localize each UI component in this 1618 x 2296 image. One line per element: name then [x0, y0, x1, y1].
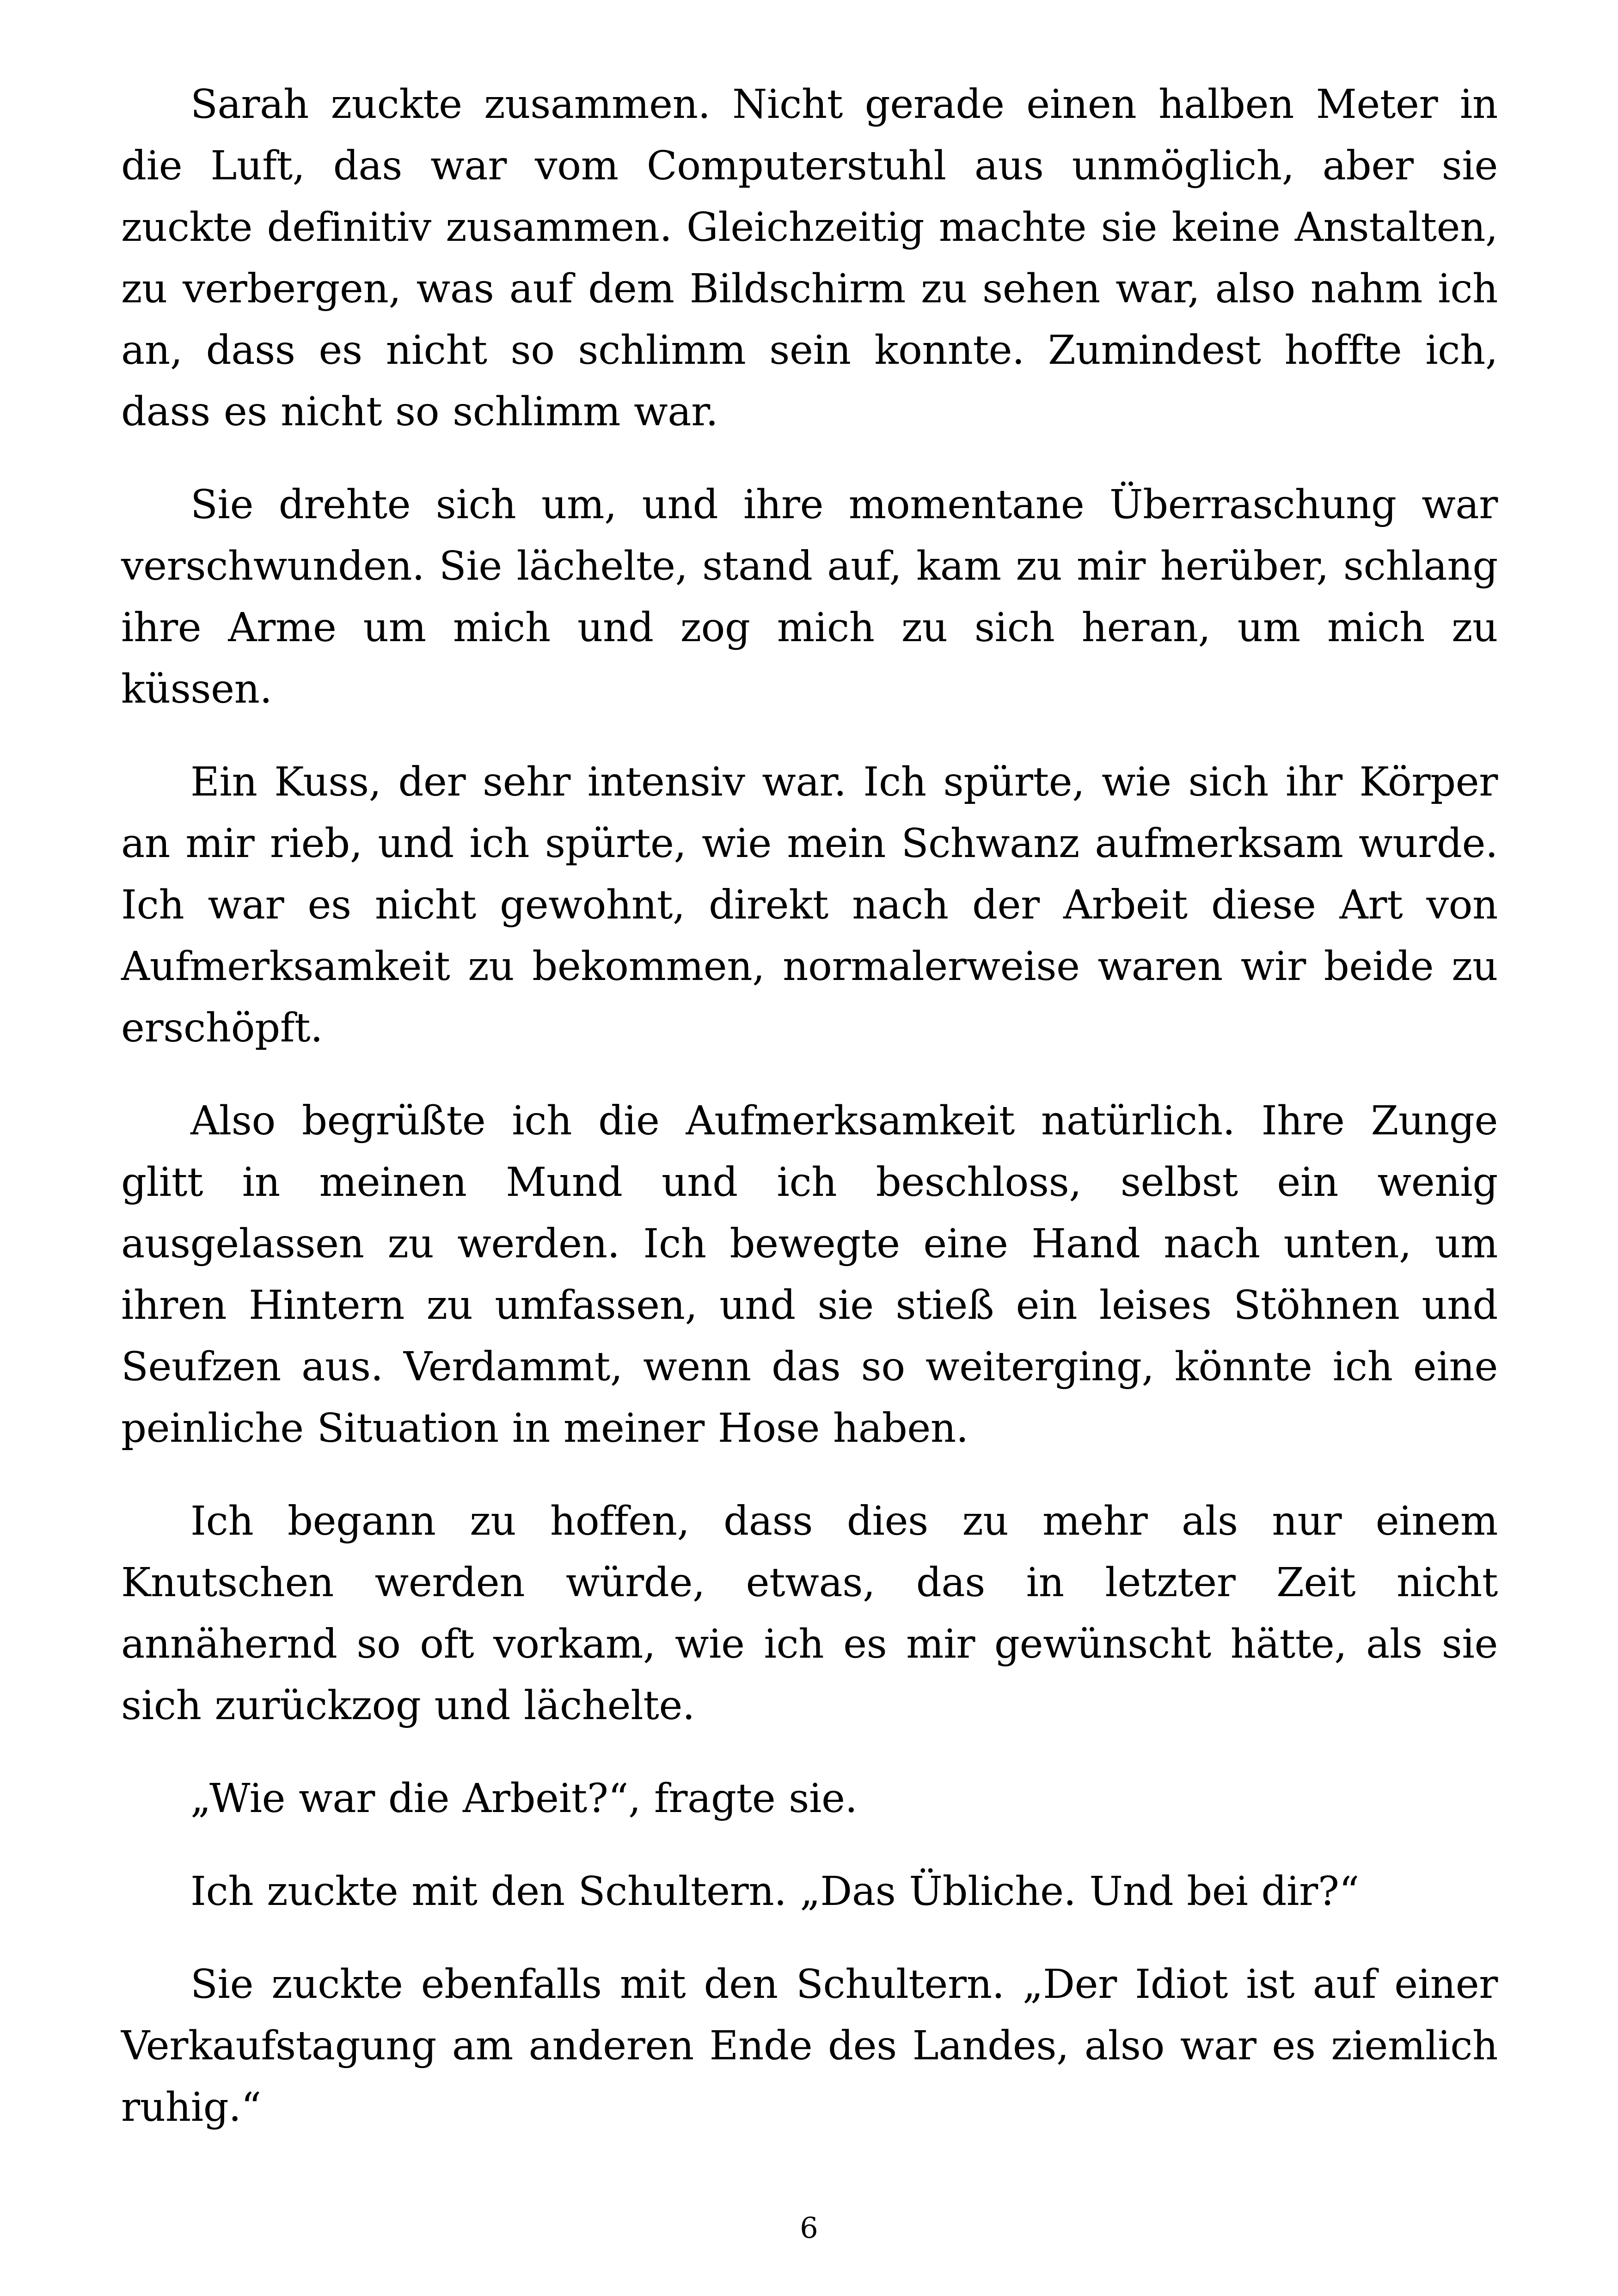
paragraph: Sarah zuckte zusammen. Nicht gerade einen halben Meter in die Luft, das war vom Computerstuhl aus unmöglich, aber sie zuckte definitiv zusammen. Gleichzeitig machte sie keine Anstalten, zu verbergen, was auf dem Bildschirm zu sehen war, also nahm ich an, dass es nicht so schlimm sein konnte. Zumindest hoffte ich, dass es nicht so schlimm war. [121, 81, 1498, 435]
paragraph: Ich begann zu hoffen, dass dies zu mehr als nur einem Knutschen werden würde, etwas, das in letzter Zeit nicht annähernd so oft vorkam, wie ich es mir gewünscht hätte, als sie sich zurückzog und lächelte. [121, 1498, 1498, 1729]
paragraph: Ich zuckte mit den Schultern. „Das Übliche. Und bei dir?“ [190, 1868, 1360, 1915]
body-text [121, 74, 1498, 2170]
paragraph: Sie zuckte ebenfalls mit den Schultern. „Der Idiot ist auf einer Verkaufstagung am anderen Ende des Landes, also war es ziemlich ruhig.“ [121, 1961, 1498, 2131]
paragraph: Sie drehte sich um, und ihre momentane Überraschung war verschwunden. Sie lächelte, stand auf, kam zu mir herüber, schlang ihre Arme um mich und zog mich zu sich heran, um mich zu küssen. [121, 482, 1498, 712]
paragraph: Ein Kuss, der sehr intensiv war. Ich spürte, wie sich ihr Körper an mir rieb, und ich spürte, wie mein Schwanz aufmerksam wurde. Ich war es nicht gewohnt, direkt nach der Arbeit diese Art von Aufmerksamkeit zu bekommen, normalerweise waren wir beide zu erschöpft. [121, 759, 1498, 1051]
page-number: 6 [800, 2211, 818, 2245]
paragraph: Also begrüßte ich die Aufmerksamkeit natürlich. Ihre Zunge glitt in meinen Mund und ich beschloss, selbst ein wenig ausgelassen zu werden. Ich bewegte eine Hand nach unten, um ihren Hintern zu umfassen, und sie stieß ein leises Stöhnen und Seufzen aus. Verdammt, wenn das so weiterging, könnte ich eine peinliche Situation in meiner Hose haben. [121, 1098, 1498, 1451]
paragraph: „Wie war die Arbeit?“, fragte sie. [190, 1776, 858, 1822]
